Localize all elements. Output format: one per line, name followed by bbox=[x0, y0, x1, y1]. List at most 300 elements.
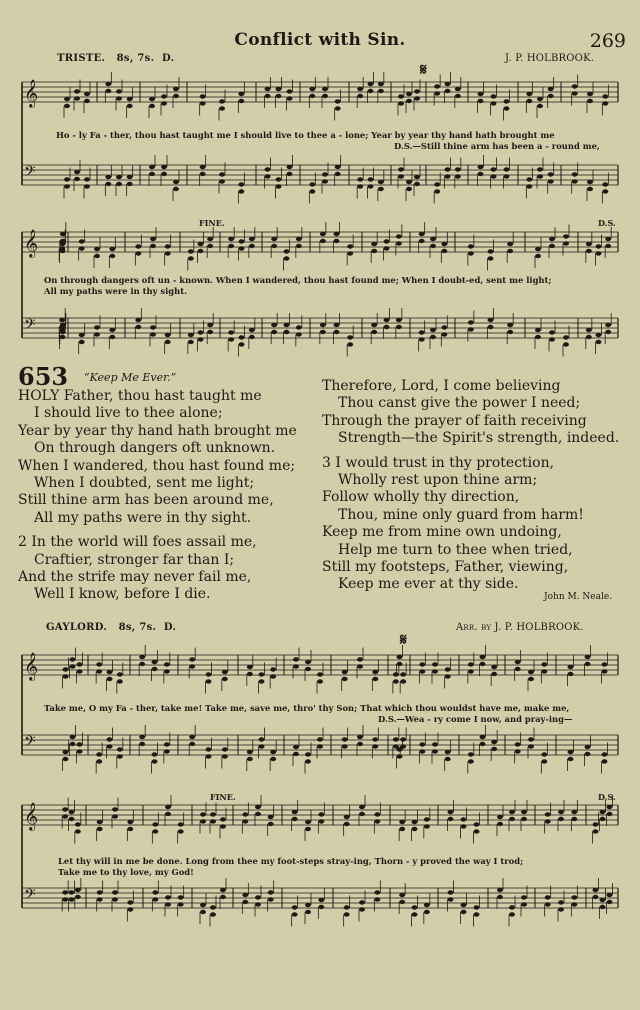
note-head bbox=[109, 335, 115, 339]
note-head bbox=[535, 247, 541, 251]
note-head bbox=[135, 325, 141, 329]
note-head bbox=[445, 167, 451, 171]
note-head bbox=[371, 323, 377, 327]
verse-column-right bbox=[322, 378, 632, 594]
note-head bbox=[548, 179, 554, 183]
note-head bbox=[541, 759, 547, 763]
note-head bbox=[419, 742, 425, 746]
note-head bbox=[334, 323, 340, 327]
note-head bbox=[70, 664, 76, 668]
note-head bbox=[558, 907, 564, 911]
verse-line: Year by year thy hand hath brought me bbox=[18, 422, 297, 439]
verse-line: On through dangers oft unknown. bbox=[34, 440, 276, 457]
note-head bbox=[455, 94, 461, 98]
note-head bbox=[96, 759, 102, 763]
note-head bbox=[152, 890, 158, 894]
note-head bbox=[220, 888, 226, 892]
note-head bbox=[558, 900, 564, 904]
note-head bbox=[94, 254, 100, 258]
note-head bbox=[478, 172, 484, 176]
note-head bbox=[60, 330, 66, 334]
note-head bbox=[545, 819, 551, 823]
note-head bbox=[441, 325, 447, 329]
note-head bbox=[398, 94, 404, 98]
note-head bbox=[249, 335, 255, 339]
note-head bbox=[507, 242, 513, 246]
note-head bbox=[322, 87, 328, 91]
note-head bbox=[271, 244, 277, 248]
note-head bbox=[220, 817, 226, 821]
note-head bbox=[96, 662, 102, 666]
note-head bbox=[342, 737, 348, 741]
note-head bbox=[188, 333, 194, 337]
note-head bbox=[62, 890, 68, 894]
note-head bbox=[287, 172, 293, 176]
clef-icon: 𝄞 bbox=[24, 229, 39, 257]
note-head bbox=[228, 337, 234, 341]
note-head bbox=[64, 177, 70, 181]
note-head bbox=[249, 237, 255, 241]
ds-marker: D.S. bbox=[598, 792, 616, 802]
note-head bbox=[468, 327, 474, 331]
note-head bbox=[414, 89, 420, 93]
note-head bbox=[398, 174, 404, 178]
note-head bbox=[293, 657, 299, 661]
note-head bbox=[322, 179, 328, 183]
note-head bbox=[127, 820, 133, 824]
note-head bbox=[399, 827, 405, 831]
note-head bbox=[247, 757, 253, 761]
note-head bbox=[165, 895, 171, 899]
note-head bbox=[419, 662, 425, 666]
note-head bbox=[200, 172, 206, 176]
note-head bbox=[571, 902, 577, 906]
note-head bbox=[320, 323, 326, 327]
note-head bbox=[259, 672, 265, 676]
note-head bbox=[504, 174, 510, 178]
stanza-number: 3 bbox=[322, 454, 331, 471]
note-head bbox=[239, 239, 245, 243]
note-head bbox=[593, 829, 599, 833]
note-head bbox=[84, 92, 90, 96]
note-head bbox=[400, 679, 406, 683]
verse-line: Follow wholly thy direction, bbox=[322, 489, 520, 506]
note-head bbox=[419, 239, 425, 243]
note-head bbox=[150, 237, 156, 241]
note-head bbox=[602, 101, 608, 105]
note-head bbox=[488, 325, 494, 329]
note-head bbox=[320, 232, 326, 236]
note-head bbox=[200, 812, 206, 816]
note-head bbox=[384, 246, 390, 250]
note-head bbox=[309, 182, 315, 186]
note-head bbox=[112, 897, 118, 901]
note-head bbox=[424, 910, 430, 914]
note-head bbox=[399, 900, 405, 904]
note-head bbox=[602, 662, 608, 666]
note-head bbox=[77, 742, 83, 746]
verse-line: Well I know, before I die. bbox=[34, 586, 211, 603]
note-head bbox=[222, 747, 228, 751]
note-head bbox=[549, 237, 555, 241]
note-head bbox=[189, 657, 195, 661]
note-head bbox=[378, 82, 384, 86]
note-head bbox=[164, 662, 170, 666]
note-head bbox=[607, 805, 613, 809]
note-head bbox=[587, 180, 593, 184]
lyric-line-ds: D.S.—Still thine arm has been a - round me, bbox=[394, 141, 600, 151]
note-head bbox=[430, 244, 436, 248]
note-head bbox=[149, 97, 155, 101]
note-head bbox=[173, 180, 179, 184]
note-head bbox=[107, 677, 113, 681]
note-head bbox=[400, 672, 406, 676]
note-head bbox=[59, 318, 65, 322]
note-head bbox=[432, 662, 438, 666]
note-head bbox=[586, 335, 592, 339]
note-head bbox=[97, 890, 103, 894]
note-head bbox=[198, 242, 204, 246]
note-head bbox=[448, 810, 454, 814]
note-head bbox=[344, 912, 350, 916]
verse-column-left bbox=[18, 388, 318, 604]
note-head bbox=[491, 174, 497, 178]
segno-sign: 𝄋 bbox=[420, 60, 427, 79]
note-head bbox=[318, 898, 324, 902]
note-head bbox=[84, 177, 90, 181]
note-head bbox=[60, 232, 66, 236]
clef-icon: 𝄞 bbox=[24, 652, 39, 680]
clef-icon: 𝄞 bbox=[24, 79, 39, 107]
note-head bbox=[357, 657, 363, 661]
note-head bbox=[368, 82, 374, 86]
lyric-line: Take me, O my Fa - ther, take me! Take me, save me, thro' thy Son; That which thou wouldst have me, make me, bbox=[44, 703, 570, 713]
note-head bbox=[309, 87, 315, 91]
note-head bbox=[602, 189, 608, 193]
note-head bbox=[77, 749, 83, 753]
note-head bbox=[607, 812, 613, 816]
note-head bbox=[491, 665, 497, 669]
note-head bbox=[276, 184, 282, 188]
note-head bbox=[318, 905, 324, 909]
note-head bbox=[602, 94, 608, 98]
note-head bbox=[109, 247, 115, 251]
note-head bbox=[393, 737, 399, 741]
note-head bbox=[152, 752, 158, 756]
note-head bbox=[188, 340, 194, 344]
note-head bbox=[63, 757, 69, 761]
note-head bbox=[165, 333, 171, 337]
note-head bbox=[537, 104, 543, 108]
note-head bbox=[414, 175, 420, 179]
note-head bbox=[549, 244, 555, 248]
note-head bbox=[64, 184, 70, 188]
note-head bbox=[139, 662, 145, 666]
note-head bbox=[455, 167, 461, 171]
note-head bbox=[105, 82, 111, 86]
page-title: Conflict with Sin. bbox=[234, 30, 406, 50]
note-head bbox=[60, 335, 66, 339]
note-head bbox=[372, 670, 378, 674]
note-head bbox=[412, 820, 418, 824]
note-head bbox=[509, 912, 515, 916]
note-head bbox=[537, 97, 543, 101]
note-head bbox=[396, 234, 402, 238]
note-head bbox=[276, 94, 282, 98]
note-head bbox=[220, 824, 226, 828]
note-head bbox=[585, 752, 591, 756]
clef-icon: 𝄢 bbox=[24, 886, 36, 907]
note-head bbox=[445, 674, 451, 678]
note-head bbox=[287, 165, 293, 169]
note-head bbox=[70, 657, 76, 661]
note-head bbox=[117, 747, 123, 751]
note-head bbox=[587, 99, 593, 103]
note-head bbox=[397, 662, 403, 666]
note-head bbox=[434, 189, 440, 193]
note-head bbox=[541, 669, 547, 673]
note-head bbox=[587, 92, 593, 96]
note-head bbox=[432, 742, 438, 746]
note-head bbox=[305, 752, 311, 756]
note-head bbox=[359, 812, 365, 816]
note-head bbox=[488, 256, 494, 260]
note-head bbox=[238, 189, 244, 193]
note-head bbox=[468, 251, 474, 255]
note-head bbox=[357, 742, 363, 746]
note-head bbox=[228, 237, 234, 241]
note-head bbox=[173, 187, 179, 191]
note-head bbox=[164, 742, 170, 746]
note-head bbox=[74, 89, 80, 93]
note-head bbox=[200, 165, 206, 169]
note-head bbox=[178, 902, 184, 906]
note-head bbox=[393, 672, 399, 676]
note-head bbox=[585, 745, 591, 749]
note-head bbox=[127, 827, 133, 831]
note-head bbox=[309, 94, 315, 98]
note-head bbox=[372, 737, 378, 741]
note-head bbox=[445, 82, 451, 86]
note-head bbox=[368, 177, 374, 181]
note-head bbox=[441, 332, 447, 336]
note-head bbox=[357, 87, 363, 91]
note-head bbox=[271, 323, 277, 327]
note-head bbox=[70, 742, 76, 746]
note-head bbox=[441, 249, 447, 253]
note-head bbox=[63, 667, 69, 671]
note-head bbox=[107, 670, 113, 674]
note-head bbox=[293, 745, 299, 749]
clef-icon: 𝄢 bbox=[24, 733, 36, 754]
note-head bbox=[445, 750, 451, 754]
note-head bbox=[206, 679, 212, 683]
note-head bbox=[430, 237, 436, 241]
note-head bbox=[255, 902, 261, 906]
note-head bbox=[602, 752, 608, 756]
note-head bbox=[445, 89, 451, 93]
note-head bbox=[200, 101, 206, 105]
note-head bbox=[537, 174, 543, 178]
note-head bbox=[571, 810, 577, 814]
note-head bbox=[374, 819, 380, 823]
page-number: 269 bbox=[589, 30, 626, 52]
note-head bbox=[79, 333, 85, 337]
note-head bbox=[368, 89, 374, 93]
note-head bbox=[127, 182, 133, 186]
note-head bbox=[424, 824, 430, 828]
note-head bbox=[572, 179, 578, 183]
verse-line: I should live to thee alone; bbox=[34, 405, 223, 422]
note-head bbox=[317, 744, 323, 748]
note-head bbox=[396, 318, 402, 322]
verse-line: Thou canst give the power I need; bbox=[338, 395, 581, 412]
note-head bbox=[342, 677, 348, 681]
note-head bbox=[270, 757, 276, 761]
note-head bbox=[305, 759, 311, 763]
note-head bbox=[600, 898, 606, 902]
note-head bbox=[430, 335, 436, 339]
note-head bbox=[474, 905, 480, 909]
note-head bbox=[434, 91, 440, 95]
note-head bbox=[563, 342, 569, 346]
note-head bbox=[509, 817, 515, 821]
note-head bbox=[528, 670, 534, 674]
note-head bbox=[150, 325, 156, 329]
note-head bbox=[372, 677, 378, 681]
note-head bbox=[600, 810, 606, 814]
note-head bbox=[292, 810, 298, 814]
note-head bbox=[398, 101, 404, 105]
note-head bbox=[461, 910, 467, 914]
note-head bbox=[374, 897, 380, 901]
note-head bbox=[359, 907, 365, 911]
tune-name: GAYLORD. 8s, 7s. D. bbox=[46, 622, 177, 633]
note-head bbox=[371, 249, 377, 253]
note-head bbox=[247, 665, 253, 669]
note-head bbox=[585, 662, 591, 666]
note-head bbox=[384, 239, 390, 243]
note-head bbox=[605, 323, 611, 327]
note-head bbox=[359, 805, 365, 809]
note-head bbox=[515, 749, 521, 753]
note-head bbox=[165, 251, 171, 255]
note-head bbox=[271, 237, 277, 241]
note-head bbox=[535, 254, 541, 258]
note-head bbox=[491, 747, 497, 751]
note-head bbox=[62, 807, 68, 811]
note-head bbox=[84, 184, 90, 188]
note-head bbox=[152, 759, 158, 763]
note-head bbox=[468, 662, 474, 666]
note-head bbox=[276, 177, 282, 181]
note-head bbox=[139, 655, 145, 659]
note-head bbox=[448, 817, 454, 821]
composer: Arr. by J. P. HOLBROOK. bbox=[456, 622, 584, 633]
note-head bbox=[335, 106, 341, 110]
note-head bbox=[320, 239, 326, 243]
note-head bbox=[419, 330, 425, 334]
note-head bbox=[60, 323, 66, 327]
hymn-subtitle: “Keep Me Ever.” bbox=[84, 371, 177, 384]
lyric-line-ds: D.S.—Wea - ry come I now, and pray-ing— bbox=[378, 714, 573, 724]
note-head bbox=[509, 905, 515, 909]
note-head bbox=[504, 99, 510, 103]
note-head bbox=[107, 737, 113, 741]
note-head bbox=[84, 99, 90, 103]
note-head bbox=[480, 655, 486, 659]
note-head bbox=[69, 810, 75, 814]
note-head bbox=[406, 180, 412, 184]
note-head bbox=[528, 744, 534, 748]
note-head bbox=[478, 99, 484, 103]
note-head bbox=[62, 897, 68, 901]
note-head bbox=[69, 890, 75, 894]
note-head bbox=[572, 84, 578, 88]
note-head bbox=[259, 744, 265, 748]
note-head bbox=[491, 101, 497, 105]
note-head bbox=[344, 822, 350, 826]
note-head bbox=[571, 817, 577, 821]
note-head bbox=[521, 895, 527, 899]
note-head bbox=[521, 817, 527, 821]
verse-line: Through the prayer of faith receiving bbox=[322, 412, 587, 429]
note-head bbox=[60, 249, 66, 253]
composer: J. P. HOLBROOK. bbox=[505, 53, 595, 64]
note-head bbox=[412, 905, 418, 909]
note-head bbox=[198, 337, 204, 341]
note-head bbox=[116, 96, 122, 100]
note-head bbox=[165, 812, 171, 816]
note-head bbox=[357, 664, 363, 668]
note-head bbox=[164, 749, 170, 753]
stanza-number: 2 bbox=[18, 534, 27, 551]
note-head bbox=[296, 325, 302, 329]
note-head bbox=[150, 332, 156, 336]
note-head bbox=[563, 241, 569, 245]
note-head bbox=[271, 330, 277, 334]
note-head bbox=[558, 810, 564, 814]
note-head bbox=[414, 96, 420, 100]
note-head bbox=[74, 177, 80, 181]
note-head bbox=[161, 165, 167, 169]
note-head bbox=[265, 87, 271, 91]
note-head bbox=[222, 754, 228, 758]
note-head bbox=[75, 888, 81, 892]
note-head bbox=[69, 817, 75, 821]
note-head bbox=[596, 333, 602, 337]
note-head bbox=[242, 812, 248, 816]
note-head bbox=[344, 905, 350, 909]
note-head bbox=[265, 167, 271, 171]
note-head bbox=[189, 664, 195, 668]
note-head bbox=[399, 820, 405, 824]
note-head bbox=[602, 759, 608, 763]
note-head bbox=[292, 817, 298, 821]
note-head bbox=[586, 328, 592, 332]
note-head bbox=[228, 330, 234, 334]
note-head bbox=[357, 94, 363, 98]
note-head bbox=[526, 177, 532, 181]
note-head bbox=[152, 667, 158, 671]
note-head bbox=[305, 903, 311, 907]
note-head bbox=[188, 249, 194, 253]
note-head bbox=[284, 330, 290, 334]
note-head bbox=[268, 815, 274, 819]
note-head bbox=[296, 237, 302, 241]
note-head bbox=[173, 94, 179, 98]
note-head bbox=[79, 239, 85, 243]
